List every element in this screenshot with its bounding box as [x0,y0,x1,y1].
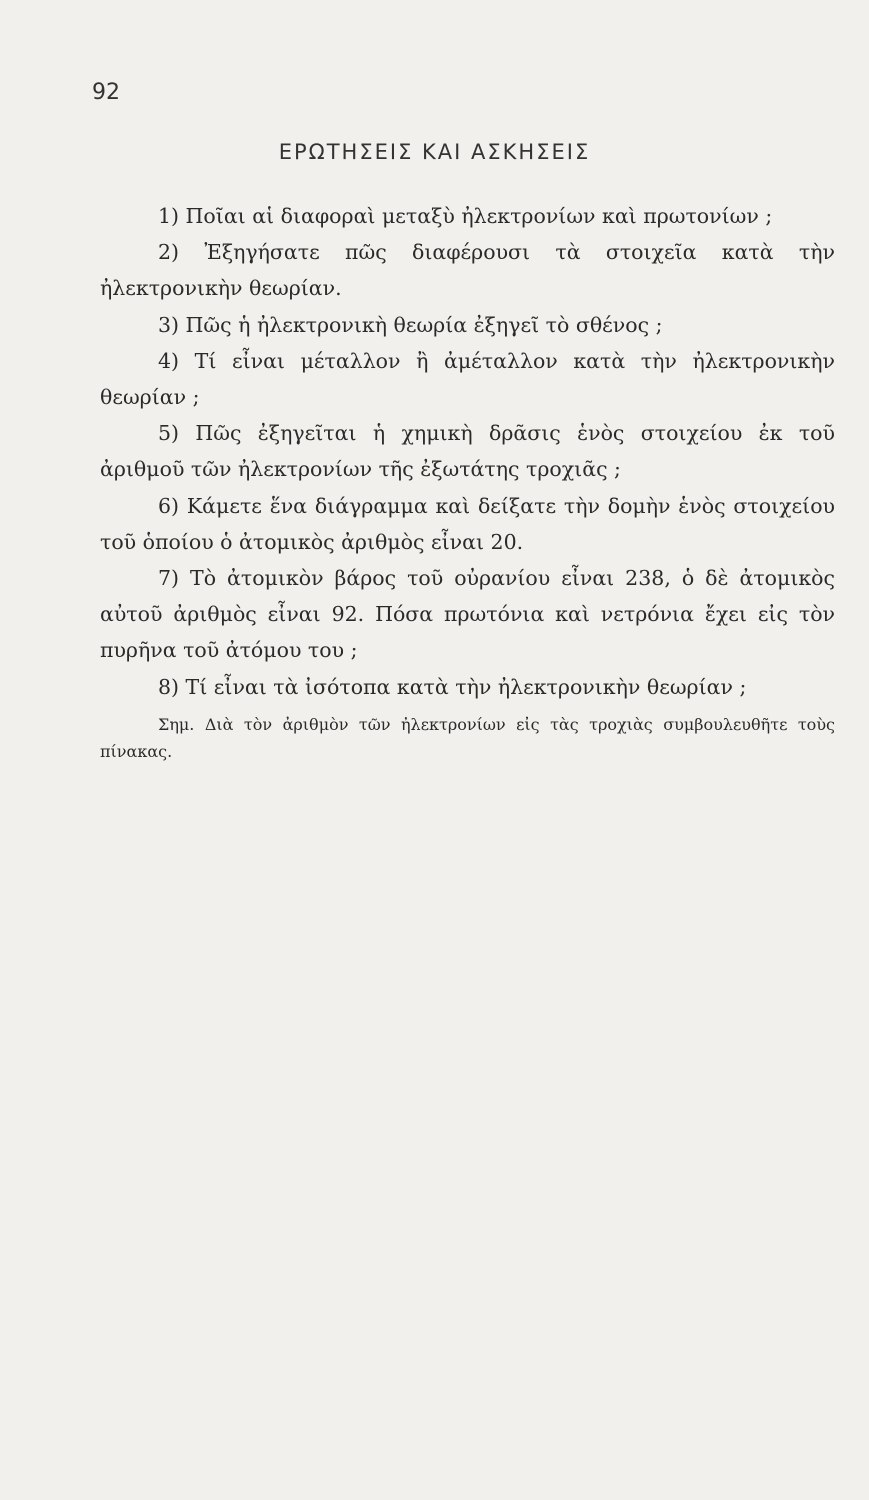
page-number: 92 [92,80,120,105]
question-5: 5) Πῶς ἐξηγεῖται ἡ χημικὴ δρᾶσις ἑνὸς στοιχείου ἐκ τοῦ ἀριθμοῦ τῶν ἠλεκτρονίων τῆς ἐξωτάτης τροχιᾶς ; [100,421,835,482]
footnote: Σημ. Διὰ τὸν ἀριθμὸν τῶν ἠλεκτρονίων εἰς τὰς τροχιὰς συμβουλευθῆτε τοὺς πίνακας. [100,714,835,761]
question-6: 6) Κάμετε ἕνα διάγραμμα καὶ δείξατε τὴν δομὴν ἑνὸς στοιχείου τοῦ ὁποίου ὁ ἀτομικὸς ἀριθμὸς εἶναι 20. [100,493,835,554]
question-3: 3) Πῶς ἡ ἠλεκτρονικὴ θεωρία ἐξηγεῖ τὸ σθένος ; [158,312,663,337]
question-7: 7) Τὸ ἀτομικὸν βάρος τοῦ οὐρανίου εἶναι 238, ὁ δὲ ἀτομικὸς αὐτοῦ ἀριθμὸς εἶναι 92. Πόσα πρωτόνια καὶ νετρόνια ἔχει εἰς τὸν πυρῆνα τοῦ ἀτόμου του ; [100,566,835,663]
section-heading: ΕΡΩΤΗΣΕΙΣ ΚΑΙ ΑΣΚΗΣΕΙΣ [278,140,591,164]
question-2: 2) Ἐξηγήσατε πῶς διαφέρουσι τὰ στοιχεῖα κατὰ τὴν ἠλεκτρονικὴν θεωρίαν. [100,240,835,301]
question-8: 8) Τί εἶναι τὰ ἰσότοπα κατὰ τὴν ἠλεκτρονικὴν θεωρίαν ; [158,674,747,699]
question-4: 4) Τί εἶναι μέταλλον ἢ ἀμέταλλον κατὰ τὴν ἠλεκτρονικὴν θεωρίαν ; [100,348,835,410]
question-1: 1) Ποῖαι αἱ διαφοραὶ μεταξὺ ἠλεκτρονίων καὶ πρωτονίων ; [158,204,773,228]
questions-list [100,198,835,765]
